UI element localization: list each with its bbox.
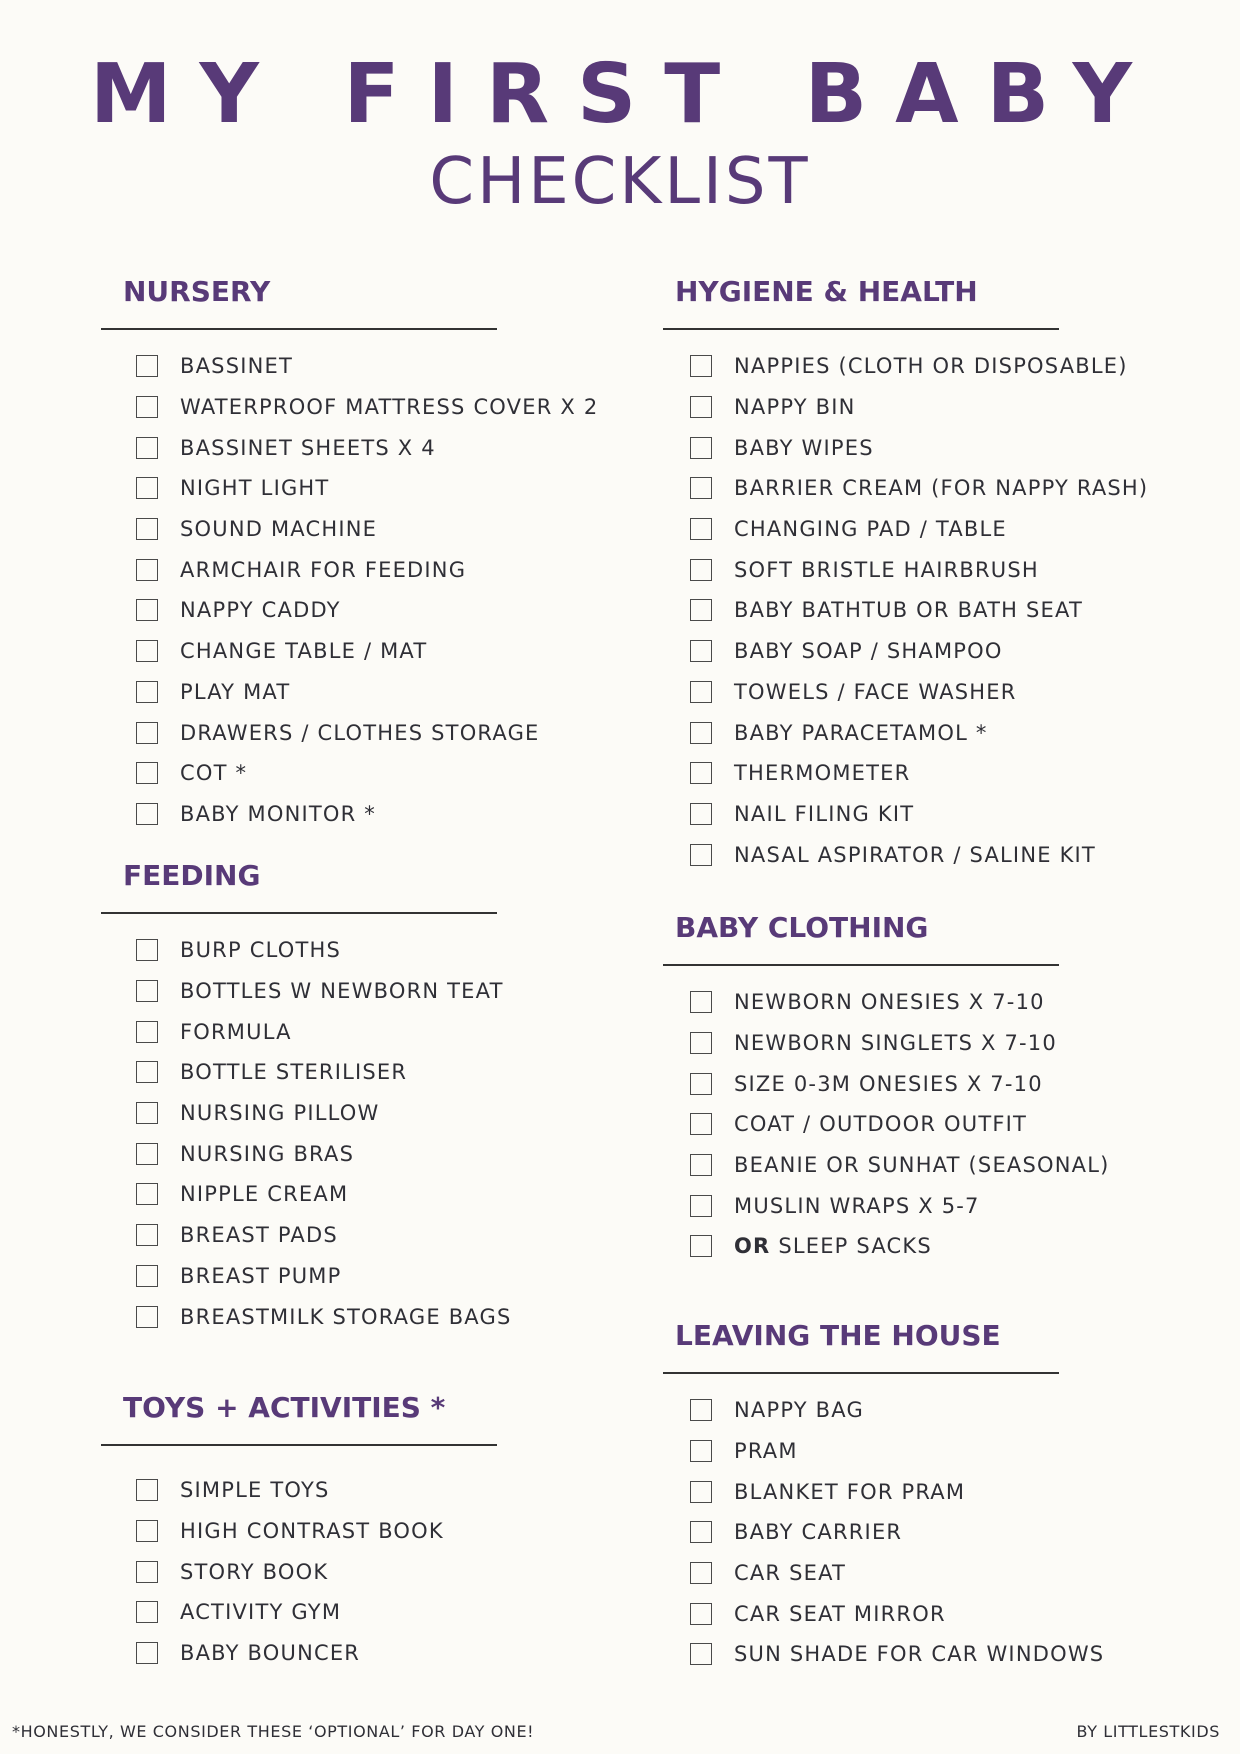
item-label: NEWBORN ONESIES X 7-10: [734, 990, 1045, 1015]
list-item: [690, 1185, 1110, 1226]
section-divider: [663, 964, 1059, 966]
item-label: ARMCHAIR FOR FEEDING: [180, 557, 467, 582]
list-item: [690, 1634, 1104, 1675]
item-label: NIPPLE CREAM: [180, 1182, 349, 1207]
checkbox[interactable]: [136, 477, 158, 499]
checklist: [690, 1390, 1104, 1675]
checkbox[interactable]: [136, 1642, 158, 1664]
item-label: BASSINET SHEETS X 4: [180, 435, 436, 460]
checkbox[interactable]: [136, 980, 158, 1002]
item-label: BOTTLES W NEWBORN TEAT: [180, 979, 504, 1004]
item-label: NASAL ASPIRATOR / SALINE KIT: [734, 842, 1096, 867]
section-title: BABY CLOTHING: [675, 911, 929, 944]
item-label: NEWBORN SINGLETS X 7-10: [734, 1031, 1057, 1056]
item-label: COT *: [180, 761, 248, 786]
item-label: BABY BATHTUB OR BATH SEAT: [734, 598, 1083, 623]
checklist: [136, 1470, 444, 1673]
checkbox[interactable]: [690, 396, 712, 418]
list-item: [136, 971, 512, 1012]
checkbox[interactable]: [690, 477, 712, 499]
item-label: BREASTMILK STORAGE BAGS: [180, 1304, 512, 1329]
list-item: [136, 794, 598, 835]
item-label: BABY WIPES: [734, 435, 874, 460]
item-label: SIMPLE TOYS: [180, 1478, 330, 1503]
list-item: [136, 468, 598, 509]
list-item: [690, 346, 1148, 387]
item-label: CHANGING PAD / TABLE: [734, 517, 1007, 542]
page-title: MY FIRST BABY: [89, 47, 1161, 142]
list-item: [136, 427, 598, 468]
item-label: PLAY MAT: [180, 679, 291, 704]
checkbox[interactable]: [690, 803, 712, 825]
list-item: [136, 549, 598, 590]
item-label: THERMOMETER: [734, 761, 911, 786]
list-item: [690, 1553, 1104, 1594]
checkbox[interactable]: [690, 1154, 712, 1176]
list-item: [690, 753, 1148, 794]
checkbox[interactable]: [690, 1440, 712, 1462]
item-label: NAIL FILING KIT: [734, 801, 915, 826]
item-label: CAR SEAT MIRROR: [734, 1601, 946, 1626]
item-label: NAPPY BIN: [734, 395, 856, 420]
checkbox[interactable]: [690, 681, 712, 703]
checkbox[interactable]: [136, 1479, 158, 1501]
list-item: [136, 1052, 512, 1093]
list-item: [136, 1133, 512, 1174]
section-title: FEEDING: [123, 859, 261, 892]
item-label: SOUND MACHINE: [180, 517, 378, 542]
list-item: [136, 930, 512, 971]
list-item: [136, 1511, 444, 1552]
checkbox[interactable]: [136, 1021, 158, 1043]
list-item: [690, 1512, 1104, 1553]
item-label: BABY CARRIER: [734, 1520, 903, 1545]
item-label: HIGH CONTRAST BOOK: [180, 1519, 444, 1544]
list-item: [690, 1145, 1110, 1186]
checkbox[interactable]: [690, 437, 712, 459]
item-label: WATERPROOF MATTRESS COVER X 2: [180, 395, 599, 420]
section-title: LEAVING THE HOUSE: [675, 1319, 1001, 1352]
checkbox[interactable]: [136, 1520, 158, 1542]
checklist: [690, 982, 1110, 1267]
section-title: TOYS + ACTIVITIES *: [123, 1391, 446, 1424]
list-item: [690, 387, 1148, 428]
item-label-rest: SLEEP SACKS: [770, 1234, 932, 1259]
checkbox[interactable]: [690, 518, 712, 540]
checkbox[interactable]: [690, 1603, 712, 1625]
list-item: [136, 1174, 512, 1215]
list-item: [136, 387, 598, 428]
list-item: [136, 753, 598, 794]
list-item: [690, 1063, 1110, 1104]
list-item: [690, 509, 1148, 550]
list-item: [690, 590, 1148, 631]
list-item: [136, 1592, 444, 1633]
list-item: [690, 1226, 1110, 1267]
list-item: [136, 1011, 512, 1052]
page-subtitle: CHECKLIST: [429, 145, 811, 219]
list-item: [136, 1256, 512, 1297]
checkbox[interactable]: [136, 1143, 158, 1165]
checkbox[interactable]: [136, 1306, 158, 1328]
list-item: [690, 427, 1148, 468]
list-item: [690, 982, 1110, 1023]
item-label: TOWELS / FACE WASHER: [734, 679, 1017, 704]
list-item: [690, 672, 1148, 713]
item-label: NIGHT LIGHT: [180, 476, 330, 501]
checkbox[interactable]: [136, 559, 158, 581]
checkbox[interactable]: [690, 1643, 712, 1665]
checkbox[interactable]: [690, 1562, 712, 1584]
checkbox[interactable]: [136, 396, 158, 418]
checkbox[interactable]: [136, 640, 158, 662]
checkbox[interactable]: [136, 722, 158, 744]
list-item: [136, 346, 598, 387]
list-item: [690, 1431, 1104, 1472]
item-label: CHANGE TABLE / MAT: [180, 639, 428, 664]
list-item: [690, 468, 1148, 509]
checkbox[interactable]: [136, 437, 158, 459]
checkbox[interactable]: [136, 1265, 158, 1287]
checkbox[interactable]: [690, 991, 712, 1013]
item-label: DRAWERS / CLOTHES STORAGE: [180, 720, 540, 745]
checkbox[interactable]: [136, 1102, 158, 1124]
list-item: [136, 509, 598, 550]
item-label: SUN SHADE FOR CAR WINDOWS: [734, 1642, 1105, 1667]
list-item: [690, 794, 1148, 835]
checkbox[interactable]: [690, 844, 712, 866]
checkbox[interactable]: [136, 762, 158, 784]
item-label: BEANIE OR SUNHAT (SEASONAL): [734, 1153, 1110, 1178]
list-item: [690, 549, 1148, 590]
checkbox[interactable]: [690, 1032, 712, 1054]
section-divider: [101, 1444, 497, 1446]
checklist: [136, 930, 512, 1337]
checkbox[interactable]: [690, 599, 712, 621]
list-item: [136, 1093, 512, 1134]
item-label: NURSING BRAS: [180, 1141, 355, 1166]
item-label: BABY PARACETAMOL *: [734, 720, 988, 745]
checkbox[interactable]: [136, 939, 158, 961]
item-label: ACTIVITY GYM: [180, 1600, 342, 1625]
item-label: BOTTLE STERILISER: [180, 1060, 408, 1085]
list-item: [690, 1471, 1104, 1512]
checkbox[interactable]: [136, 1224, 158, 1246]
list-item: [136, 1296, 512, 1337]
item-label: STORY BOOK: [180, 1559, 329, 1584]
item-label-emphasis: OR: [734, 1234, 771, 1259]
checkbox[interactable]: [136, 1561, 158, 1583]
checkbox[interactable]: [136, 518, 158, 540]
item-label: NURSING PILLOW: [180, 1101, 380, 1126]
section-divider: [663, 328, 1059, 330]
checkbox[interactable]: [136, 599, 158, 621]
list-item: [690, 712, 1148, 753]
checkbox[interactable]: [136, 1183, 158, 1205]
item-label: SOFT BRISTLE HAIRBRUSH: [734, 557, 1039, 582]
checklist: [690, 346, 1148, 875]
list-item: [136, 590, 598, 631]
footnote: *HONESTLY, WE CONSIDER THESE ‘OPTIONAL’ FOR DAY ONE!: [12, 1722, 535, 1741]
list-item: [136, 672, 598, 713]
checkbox[interactable]: [690, 640, 712, 662]
checkbox[interactable]: [690, 762, 712, 784]
section-title: NURSERY: [123, 275, 271, 308]
checkbox[interactable]: [690, 1073, 712, 1095]
checkbox[interactable]: [690, 559, 712, 581]
list-item: [690, 1104, 1110, 1145]
item-label: [734, 1233, 932, 1259]
item-label: BASSINET: [180, 354, 294, 379]
checkbox[interactable]: [690, 1399, 712, 1421]
list-item: [136, 1215, 512, 1256]
item-label: BABY BOUNCER: [180, 1641, 361, 1666]
list-item: [136, 1470, 444, 1511]
checkbox[interactable]: [136, 803, 158, 825]
item-label: BURP CLOTHS: [180, 938, 341, 963]
item-label: BREAST PADS: [180, 1223, 338, 1248]
item-label: BARRIER CREAM (FOR NAPPY RASH): [734, 476, 1149, 501]
list-item: [690, 1023, 1110, 1064]
checkbox[interactable]: [690, 722, 712, 744]
item-label: NAPPY CADDY: [180, 598, 341, 623]
list-item: [136, 1633, 444, 1674]
item-label: COAT / OUTDOOR OUTFIT: [734, 1112, 1028, 1137]
checkbox[interactable]: [136, 681, 158, 703]
item-label: BABY SOAP / SHAMPOO: [734, 639, 1003, 664]
item-label: FORMULA: [180, 1019, 292, 1044]
item-label: MUSLIN WRAPS X 5-7: [734, 1193, 980, 1218]
list-item: [690, 631, 1148, 672]
checkbox[interactable]: [690, 1195, 712, 1217]
section-divider: [101, 912, 497, 914]
item-label: BREAST PUMP: [180, 1263, 342, 1288]
section-title: HYGIENE & HEALTH: [675, 275, 978, 308]
item-label: NAPPIES (CLOTH OR DISPOSABLE): [734, 354, 1128, 379]
checkbox[interactable]: [136, 1601, 158, 1623]
credit: BY LITTLESTKIDS: [1076, 1722, 1220, 1741]
list-item: [136, 631, 598, 672]
item-label: SIZE 0-3M ONESIES X 7-10: [734, 1071, 1043, 1096]
list-item: [690, 1390, 1104, 1431]
item-label: PRAM: [734, 1439, 798, 1464]
list-item: [136, 1551, 444, 1592]
list-item: [690, 1593, 1104, 1634]
section-divider: [101, 328, 497, 330]
checkbox[interactable]: [136, 355, 158, 377]
item-label: NAPPY BAG: [734, 1398, 864, 1423]
item-label: BLANKET FOR PRAM: [734, 1479, 966, 1504]
checkbox[interactable]: [690, 1481, 712, 1503]
section-divider: [663, 1372, 1059, 1374]
checklist: [136, 346, 598, 834]
checkbox[interactable]: [690, 355, 712, 377]
list-item: [690, 834, 1148, 875]
item-label: BABY MONITOR *: [180, 801, 377, 826]
checkbox[interactable]: [690, 1235, 712, 1257]
checkbox[interactable]: [136, 1061, 158, 1083]
checkbox[interactable]: [690, 1113, 712, 1135]
checkbox[interactable]: [690, 1521, 712, 1543]
item-label: CAR SEAT: [734, 1561, 847, 1586]
list-item: [136, 712, 598, 753]
